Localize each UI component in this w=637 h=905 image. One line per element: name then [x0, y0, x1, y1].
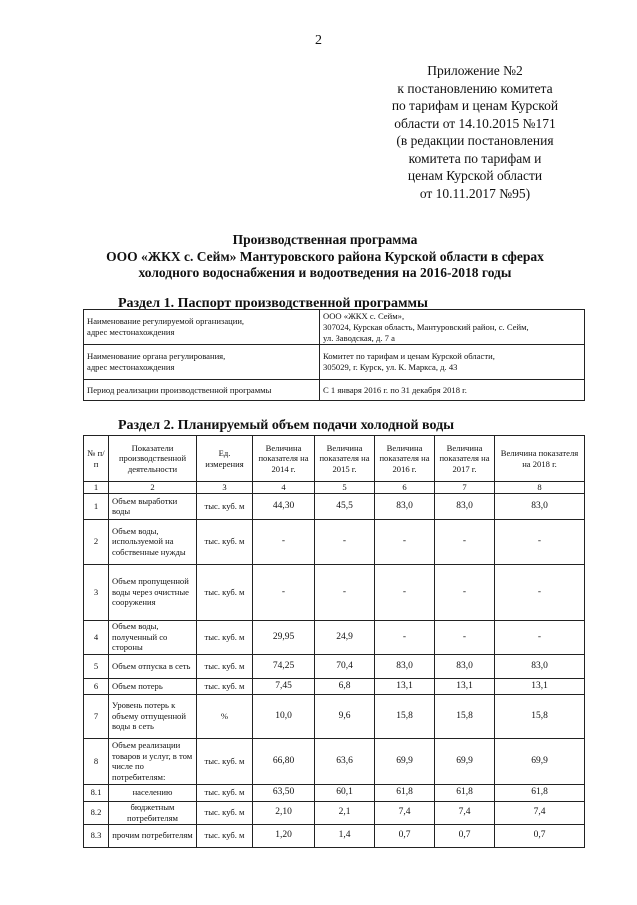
value-2014: 63,50 [253, 784, 315, 801]
value-2018: 7,4 [495, 801, 585, 824]
value-2016: 83,0 [375, 493, 435, 519]
appendix-line: ценам Курской области [407, 168, 543, 183]
unit-cell: тыс. куб. м [197, 738, 253, 784]
section1-heading: Раздел 1. Паспорт производственной программы [118, 296, 428, 311]
value-2018: 69,9 [495, 738, 585, 784]
water-volume-table [83, 435, 585, 848]
header-cell: Величина показателя на 2017 г. [435, 436, 495, 482]
label-line: Период реализации производственной программы [87, 384, 272, 395]
value-2014: 44,30 [253, 493, 315, 519]
value-2015: 63,6 [315, 738, 375, 784]
indicator-name: Объем отпуска в сеть [109, 654, 197, 678]
value-2015: 6,8 [315, 678, 375, 694]
value-2018: - [495, 519, 585, 564]
column-number-row [84, 482, 585, 494]
passport-value [320, 345, 585, 380]
column-number: 1 [84, 482, 109, 494]
header-cell: Показатели производственной деятельности [109, 436, 197, 482]
value-2018: 15,8 [495, 694, 585, 738]
passport-value [320, 310, 585, 345]
indicator-name: Объем выработки воды [109, 493, 197, 519]
header-cell: Величина показателя на 2018 г. [495, 436, 585, 482]
appendix-line: Приложение №2 [427, 63, 523, 78]
value-2015: - [315, 519, 375, 564]
value-2015: 9,6 [315, 694, 375, 738]
appendix-line: комитета по тарифам и [408, 150, 542, 166]
value-2017: 13,1 [435, 678, 495, 694]
indicator-name: Уровень потерь к объему отпущенной воды в сеть [109, 694, 197, 738]
value-2014: 29,95 [253, 620, 315, 654]
header-cell: Величина показателя на 2014 г. [253, 436, 315, 482]
value-2017: 61,8 [435, 784, 495, 801]
indicator-name: Объем воды, используемой на собственные нужды [109, 519, 197, 564]
value-2016: 7,4 [375, 801, 435, 824]
indicator-name: Объем воды, полученный со стороны [109, 620, 197, 654]
indicator-name: прочим потребителям [109, 824, 197, 847]
row-number: 7 [84, 694, 109, 738]
header-cell: Величина показателя на 2015 г. [315, 436, 375, 482]
passport-label [84, 380, 320, 401]
value-2014: 1,20 [253, 824, 315, 847]
indicator-name: бюджетным потребителям [109, 801, 197, 824]
passport-row [84, 345, 585, 380]
unit-cell: тыс. куб. м [197, 620, 253, 654]
value-2018: 83,0 [495, 493, 585, 519]
value-2018: 61,8 [495, 784, 585, 801]
table-row [84, 620, 585, 654]
unit-cell: тыс. куб. м [197, 519, 253, 564]
unit-cell: тыс. куб. м [197, 493, 253, 519]
row-number: 1 [84, 493, 109, 519]
column-number: 8 [495, 482, 585, 494]
table-row [84, 801, 585, 824]
value-2017: 69,9 [435, 738, 495, 784]
unit-cell: тыс. куб. м [197, 678, 253, 694]
value-2016: 15,8 [375, 694, 435, 738]
label-line: адрес местонахождения [87, 362, 175, 372]
value-2015: 60,1 [315, 784, 375, 801]
value-2017: 7,4 [435, 801, 495, 824]
value-2017: - [435, 620, 495, 654]
indicator-name: Объем потерь [109, 678, 197, 694]
value-2015: 24,9 [315, 620, 375, 654]
column-number: 3 [197, 482, 253, 494]
passport-row [84, 310, 585, 345]
column-number: 2 [109, 482, 197, 494]
value-2016: 69,9 [375, 738, 435, 784]
unit-cell: тыс. куб. м [197, 801, 253, 824]
value-2014: - [253, 519, 315, 564]
row-number: 8.1 [84, 784, 109, 801]
value-2017: 15,8 [435, 694, 495, 738]
label-line: Наименование регулируемой организации, [87, 316, 245, 326]
table-row [84, 564, 585, 620]
value-2016: 0,7 [375, 824, 435, 847]
appendix-line: от 10.11.2017 №95) [419, 185, 531, 201]
table-row [84, 678, 585, 694]
value-2015: 45,5 [315, 493, 375, 519]
column-number: 4 [253, 482, 315, 494]
passport-label [84, 310, 320, 345]
value-2016: 13,1 [375, 678, 435, 694]
table-row [84, 824, 585, 847]
row-number: 2 [84, 519, 109, 564]
unit-cell: тыс. куб. м [197, 824, 253, 847]
program-title [60, 232, 590, 282]
value-line: ул. Заводская, д. 7 а [323, 332, 395, 343]
value-2014: 7,45 [253, 678, 315, 694]
value-2016: - [375, 620, 435, 654]
appendix-line: области от 14.10.2015 №171 [394, 115, 556, 131]
column-number: 5 [315, 482, 375, 494]
value-line: Комитет по тарифам и ценам Курской области, [323, 351, 495, 361]
value-line: С 1 января 2016 г. по 31 декабря 2018 г. [323, 384, 467, 395]
value-2017: 83,0 [435, 493, 495, 519]
value-2018: - [495, 564, 585, 620]
value-2018: 83,0 [495, 654, 585, 678]
appendix-line: к постановлению комитета [397, 80, 553, 96]
table-row [84, 519, 585, 564]
header-cell: Ед. измерения [197, 436, 253, 482]
value-line: 307024, Курская область, Мантуровский район, с. Сейм, [323, 321, 529, 332]
row-number: 6 [84, 678, 109, 694]
indicator-name: Объем реализации товаров и услуг, в том числе по потребителям: [109, 738, 197, 784]
value-2016: 83,0 [375, 654, 435, 678]
title-line: холодного водоснабжения и водоотведения на 2016-2018 годы [138, 265, 512, 280]
title-line: Производственная программа [232, 232, 418, 247]
row-number: 3 [84, 564, 109, 620]
value-line: ООО «ЖКХ с. Сейм», [323, 310, 405, 321]
row-number: 5 [84, 654, 109, 678]
row-number: 4 [84, 620, 109, 654]
value-2017: - [435, 564, 495, 620]
column-number: 7 [435, 482, 495, 494]
indicator-name: населению [109, 784, 197, 801]
passport-label [84, 345, 320, 380]
column-number: 6 [375, 482, 435, 494]
page-number: 2 [315, 33, 322, 48]
row-number: 8.3 [84, 824, 109, 847]
label-line: адрес местонахождения [87, 327, 175, 337]
value-2014: 2,10 [253, 801, 315, 824]
section2-heading: Раздел 2. Планируемый объем подачи холодной воды [118, 418, 455, 433]
appendix-line: по тарифам и ценам Курской [391, 98, 559, 113]
value-2014: - [253, 564, 315, 620]
header-cell: № п/п [84, 436, 109, 482]
value-2017: 0,7 [435, 824, 495, 847]
value-2014: 74,25 [253, 654, 315, 678]
value-2017: - [435, 519, 495, 564]
header-row [84, 436, 585, 482]
passport-row [84, 380, 585, 401]
value-2015: - [315, 564, 375, 620]
row-number: 8 [84, 738, 109, 784]
table-row [84, 738, 585, 784]
appendix-block [360, 62, 590, 202]
value-2018: 0,7 [495, 824, 585, 847]
passport-table [83, 309, 585, 401]
label-line: Наименование органа регулирования, [87, 351, 226, 361]
value-2018: 13,1 [495, 678, 585, 694]
value-2014: 10,0 [253, 694, 315, 738]
appendix-line: (в редакции постановления [396, 133, 554, 148]
value-2014: 66,80 [253, 738, 315, 784]
value-2015: 2,1 [315, 801, 375, 824]
unit-cell: тыс. куб. м [197, 784, 253, 801]
header-cell: Величина показателя на 2016 г. [375, 436, 435, 482]
table-row [84, 654, 585, 678]
value-2015: 70,4 [315, 654, 375, 678]
unit-cell: % [197, 694, 253, 738]
value-2017: 83,0 [435, 654, 495, 678]
title-line: ООО «ЖКХ с. Сейм» Мантуровского района Курской области в сферах [106, 248, 544, 264]
indicator-name: Объем пропущенной воды через очистные сооружения [109, 564, 197, 620]
passport-value [320, 380, 585, 401]
value-2016: - [375, 564, 435, 620]
value-2016: - [375, 519, 435, 564]
value-2016: 61,8 [375, 784, 435, 801]
value-2015: 1,4 [315, 824, 375, 847]
table-row [84, 493, 585, 519]
table-row [84, 694, 585, 738]
unit-cell: тыс. куб. м [197, 654, 253, 678]
value-2018: - [495, 620, 585, 654]
value-line: 305029, г. Курск, ул. К. Маркса, д. 43 [323, 362, 458, 372]
row-number: 8.2 [84, 801, 109, 824]
table-row [84, 784, 585, 801]
unit-cell: тыс. куб. м [197, 564, 253, 620]
